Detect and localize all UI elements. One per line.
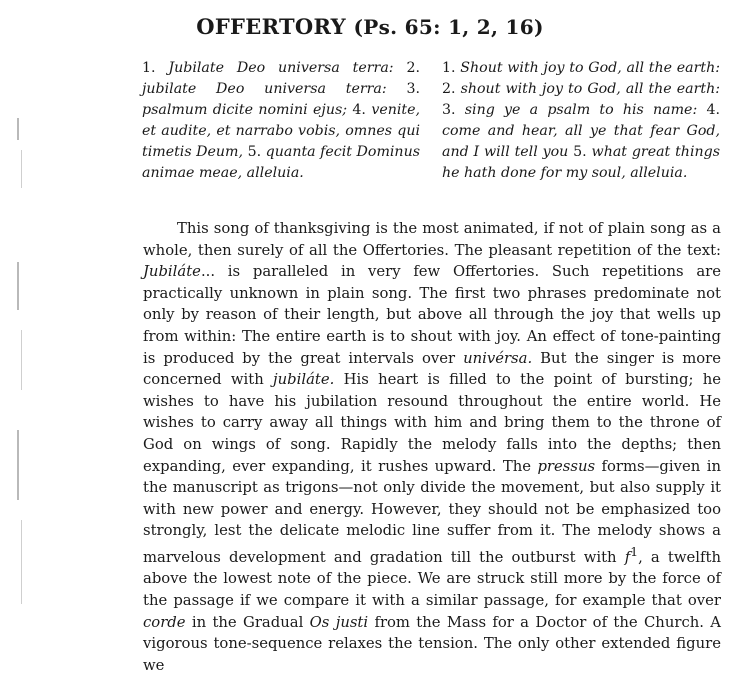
commentary-text: , a twelfth above the lowest note of the piece. We are struck still more by the force of the passage if we compare it with a similar passage, for example that over [143,548,721,610]
verse-number: 3. [406,81,420,97]
commentary-text: forms—given in the manuscript as trigons—not only divide the movement, but also supply it with new power and energy. However, they should not be emphasized too strongly, lest the delicate melodic line suffer from it. The melody shows a marvelous development and gradation till the outburst with [143,457,721,566]
english-verse: come and hear, all ye that fear God, and I will tell you [442,123,720,160]
emphasis-universa: univérsa. [463,349,533,367]
title-text: OFFERTORY [196,14,346,39]
commentary-text: This song of thanksgiving is the most animated, if not of plain song as a whole, then surely of all the Offertories. The pleasant repetition of the text: [143,220,721,259]
english-verse: shout with joy to God, all the earth: [460,81,720,97]
commentary-text: in the Gradual [185,613,310,631]
emphasis-jubilate: jubiláte. [273,371,335,389]
english-verse: what great things he hath done for my soul, alleluia. [442,144,720,181]
margin-scan-mark [17,430,19,500]
margin-scan-mark [21,150,22,188]
commentary-text: His heart is filled to the point of bursting; he wishes to have his jubilation resound throughout the entire world. He wishes to carry away all things with him and bring them to the throne of God on wings of song. Rapidly the melody falls into the depths; then expanding, ever expanding, it rushes upward. The [143,371,721,475]
page-title [0,14,740,39]
latin-verse: Jubilate Deo universa terra: [168,60,407,76]
latin-verse: venite, et audite, et narrabo vobis, omnes qui timetis Deum, [142,102,421,160]
margin-scan-mark [21,520,22,604]
verse-number: 4. [352,102,372,118]
emphasis-os-justi: Os justi [309,613,369,631]
verse-number: 2. [406,60,420,76]
commentary-text: But the singer is more concerned with [143,349,721,389]
latin-verse: jubilate Deo universa terra: [142,81,407,97]
margin-scan-mark [21,330,22,390]
emphasis-jubilate: Jubiláte [143,263,201,281]
verse-number: 2. [442,81,461,97]
commentary-text: ... is paralleled in very few Offertories. Such repetitions are practically unknown in plain song. The first two phrases predominate not only by reason of their length, but above all through the joy that wells up from within: The entire earth is to shout with joy. An effect of tone-painting is produced by the great intervals over [143,263,721,367]
verse-number: 5. [247,144,266,160]
english-text-column [442,58,720,184]
latin-verse: psalmum dicite nomini ejus; [142,102,353,118]
emphasis-pressus: pressus [537,457,596,475]
emphasis-corde: corde [143,613,186,631]
verse-number: 3. [442,102,465,118]
verse-number: 5. [573,144,592,160]
commentary-text: from the Mass for a Doctor of the Church. A vigorous tone-sequence relaxes the tension. The only other extended figure we [143,613,721,674]
note-f: f [624,548,631,566]
commentary-paragraph [143,218,721,676]
english-verse: Shout with joy to God, all the earth: [460,60,721,76]
note-superscript: 1 [630,544,639,559]
verse-number: 1. [442,60,461,76]
margin-scan-mark [17,118,19,140]
latin-verse: quanta fecit Dominus animae meae, alleluia. [142,144,420,181]
latin-text-column [142,58,420,184]
commentary-section [143,218,721,676]
verse-number: 1. [142,60,169,76]
verse-number: 4. [706,102,721,118]
margin-scan-mark [17,262,19,310]
psalm-reference: (Ps. 65: 1, 2, 16) [353,15,544,39]
english-verse: sing ye a psalm to his name: [464,102,707,118]
